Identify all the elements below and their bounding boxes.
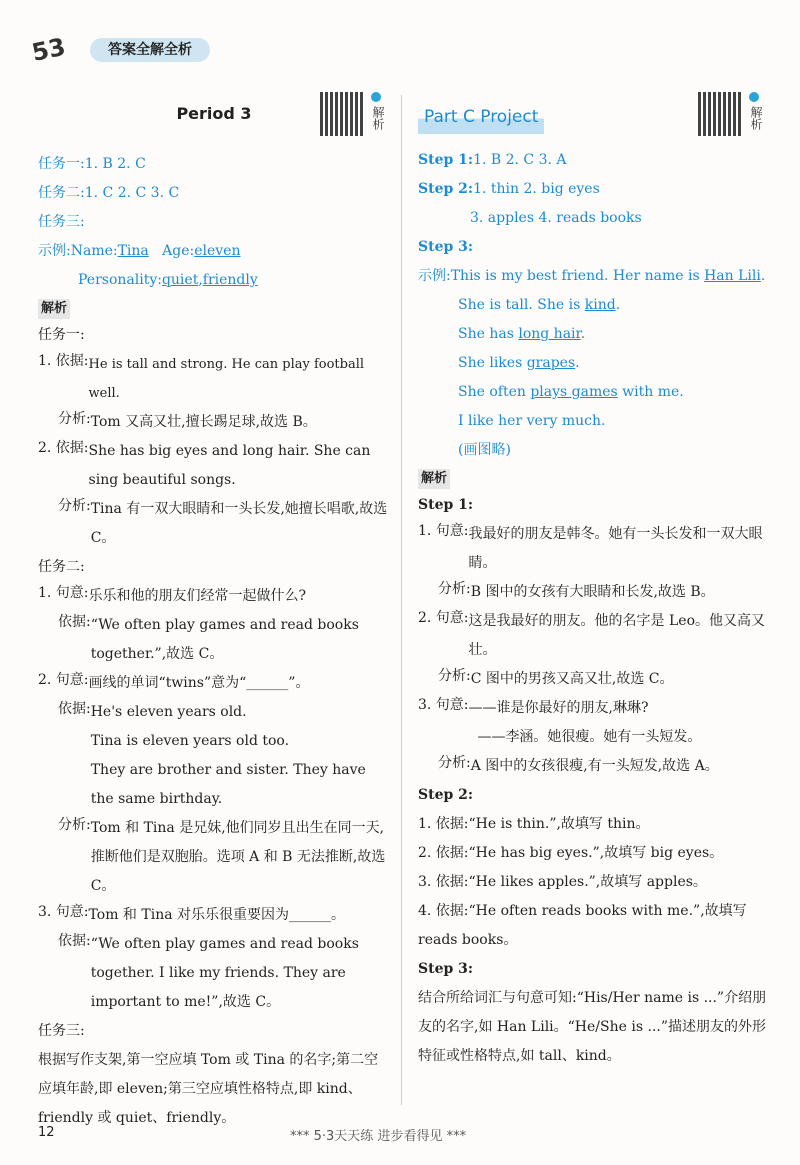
qr-label: 解析 (749, 106, 763, 130)
analysis-item: 3. 依据:“He likes apples.”,故填写 apples。 (418, 874, 707, 890)
analysis-item: 分析: C 图中的男孩又高又壮,故选 C。 (438, 668, 674, 687)
part-title: Part C Project (418, 100, 544, 134)
task-heading: 任务三: (38, 1023, 85, 1039)
analysis-item: 1. 句意: 乐乐和他的朋友们经常一起做什么? (38, 585, 307, 604)
analysis-item: 2. 句意: 画线的单词“twins”意为“______”。 (38, 672, 310, 691)
analysis-item: 3. 句意: ——谁是你最好的朋友,琳琳? ——李涵。她很瘦。她有一头短发。 (418, 697, 702, 745)
example-line: I like her very much. (458, 413, 606, 429)
qr-label: 解析 (371, 106, 385, 130)
analysis-item: 2. 依据:“He has big eyes.”,故填写 big eyes。 (418, 845, 724, 861)
task-heading: 任务一: (38, 327, 85, 343)
step-heading: Step 3: (418, 961, 474, 977)
analysis-item: 依据: He's eleven years old. Tina is eleven years old too. They are brother and sister. They have the same birthday. (58, 701, 366, 807)
page-number: 12 (38, 1125, 55, 1140)
answer-line: 3. apples 4. reads books (470, 210, 642, 226)
step-heading: Step 1: (418, 497, 474, 513)
analysis-item: 1. 依据:“He is thin.”,故填写 thin。 (418, 816, 650, 832)
period-title: Period 3 (176, 104, 252, 123)
analysis-item: 依据: “We often play games and read books together.”,故选 C。 (58, 614, 359, 662)
example-line: She often plays games with me. (458, 384, 684, 400)
example-line: (画图略) (458, 442, 511, 458)
analysis-item: 分析: A 图中的女孩很瘦,有一头短发,故选 A。 (438, 755, 719, 774)
answer-line: 任务二:1. C 2. C 3. C (38, 185, 180, 201)
analysis-item: 1. 依据: He is tall and strong. He can play football well. (38, 353, 365, 401)
example-line: 示例:Name:Tina Age:eleven (38, 243, 241, 259)
left-column (38, 98, 390, 1133)
task-heading: 任务二: (38, 559, 85, 575)
example-line: She likes grapes. (458, 355, 580, 371)
analysis-item: 2. 依据: She has big eyes and long hair. She can sing beautiful songs. (38, 440, 371, 488)
analysis-item: 3. 句意: Tom 和 Tina 对乐乐很重要因为______。 (38, 904, 346, 923)
analysis-item: 分析: B 图中的女孩有大眼睛和长发,故选 B。 (438, 581, 715, 600)
answer-line: Step 3: (418, 239, 474, 255)
analysis-heading: 解析 (38, 299, 70, 319)
analysis-item: 分析: Tom 又高又壮,擅长踢足球,故选 B。 (58, 411, 317, 430)
example-line: Personality:quiet,friendly (78, 272, 258, 288)
task3-text: 根据写作支架,第一空应填 Tom 或 Tina 的名字;第二空应填年龄,即 eleven;第三空应填性格特点,即 kind、friendly 或 quiet、friendly。 (38, 1052, 379, 1126)
analysis-item: 4. 依据:“He often reads books with me.”,故填写 reads books。 (418, 903, 747, 948)
answer-line: 任务一:1. B 2. C (38, 156, 146, 172)
column-divider (401, 95, 402, 1105)
answer-line: Step 2:1. thin 2. big eyes (418, 181, 600, 197)
analysis-item: 2. 句意: 这是我最好的朋友。他的名字是 Leo。他又高又壮。 (418, 610, 765, 658)
example-line: She is tall. She is kind. (458, 297, 621, 313)
answer-line: Step 1:1. B 2. C 3. A (418, 152, 567, 168)
step-heading: Step 2: (418, 787, 474, 803)
brand-logo (28, 30, 86, 72)
example-line: 示例:This is my best friend. Her name is Han Lili. (418, 268, 766, 284)
analysis-item: 1. 句意: 我最好的朋友是韩冬。她有一头长发和一双大眼睛。 (418, 523, 763, 571)
header-title: 答案全解全析 (90, 38, 210, 62)
example-line: She has long hair. (458, 326, 586, 342)
analysis-item: 分析: Tina 有一双大眼睛和一头长发,她擅长唱歌,故选 C。 (58, 498, 388, 546)
answer-line: 任务三: (38, 214, 85, 230)
analysis-item: 依据: “We often play games and read books together. I like my friends. They are important to me!”,故选 C。 (58, 933, 359, 1010)
analysis-heading: 解析 (418, 469, 450, 489)
step3-text: 结合所给词汇与句意可知:“His/Her name is ...”介绍朋友的名字,如 Han Lili。“He/She is ...”描述朋友的外形特征或性格特点,如 tall、kind。 (418, 990, 767, 1064)
right-column (418, 98, 770, 1071)
svg-text:53: 53 (29, 32, 68, 68)
footer-slogan: *** 5·3天天练 进步看得见 *** (290, 1129, 467, 1144)
analysis-item: 分析: Tom 和 Tina 是兄妹,他们同岁且出生在同一天,推断他们是双胞胎。选项 A 和 B 无法推断,故选 C。 (58, 817, 386, 894)
